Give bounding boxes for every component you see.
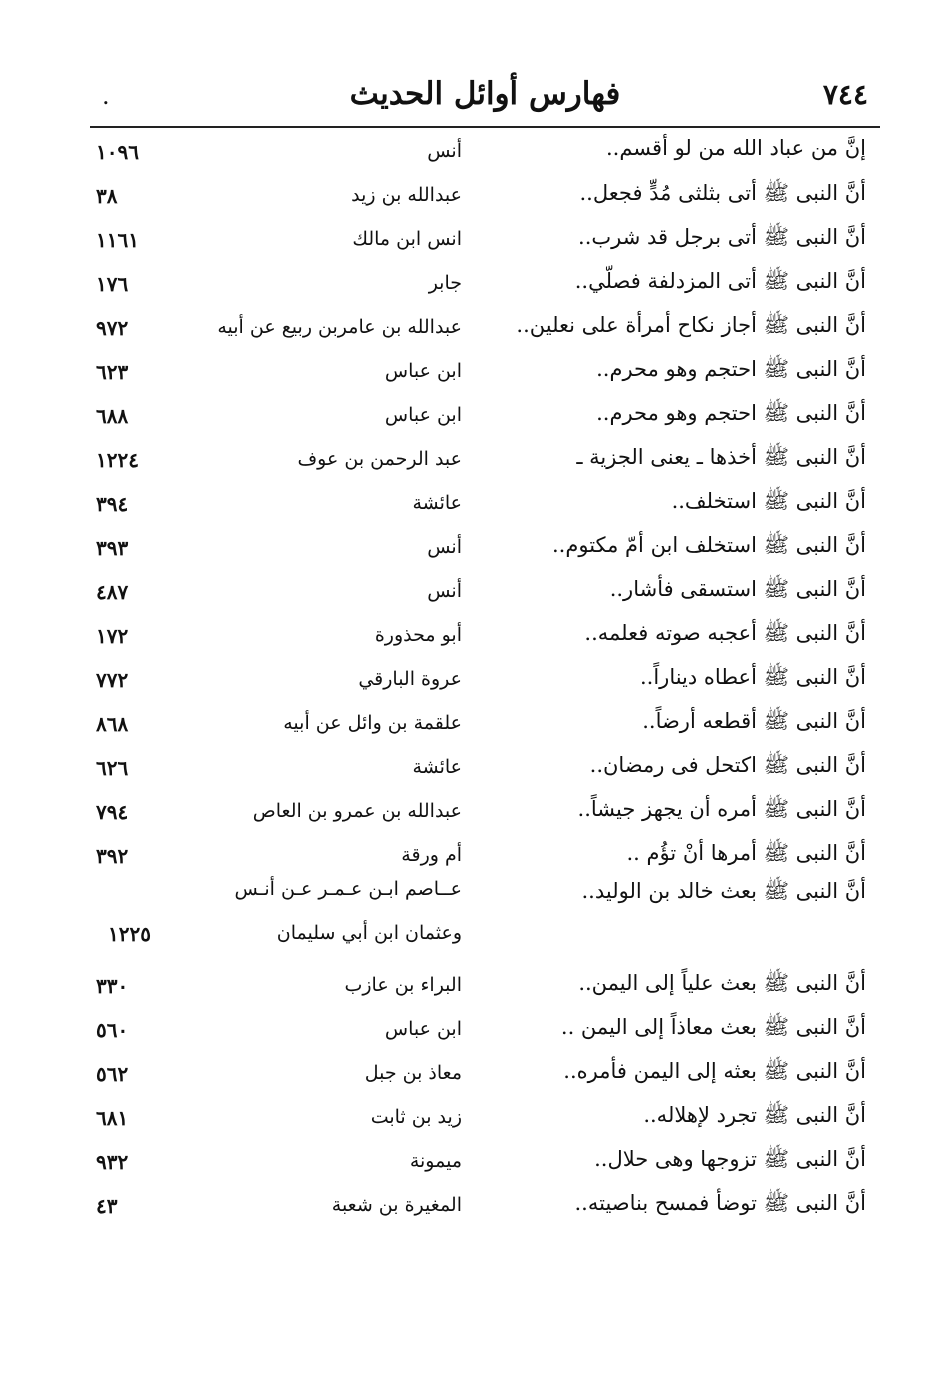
list-item (0, 304, 934, 348)
narrator: أنس (427, 140, 462, 162)
hadith-number: ٩٣٢ (96, 1150, 129, 1174)
hadith-opening: أنَّ النبى ﷺ بعث علياً إلى اليمن.. (578, 971, 866, 995)
narrator: عبدالله بن عمرو بن العاص (252, 800, 462, 822)
list-item (0, 436, 934, 480)
narrator: عبدالله بن عامربن ربيع عن أبيه (217, 316, 462, 338)
list-item (0, 612, 934, 656)
hadith-opening: أنَّ النبى ﷺ أمرها أنْ تؤُم .. (626, 841, 866, 865)
narrator: عروة البارقي (358, 668, 462, 690)
hadith-number: ٦٢٦ (96, 756, 129, 780)
list-item (0, 1138, 934, 1182)
list-item (0, 788, 934, 832)
hadith-opening: أنَّ النبى ﷺ احتجم وهو محرم.. (596, 357, 866, 381)
hadith-opening: أنَّ النبى ﷺ بعث خالد بن الوليد.. (581, 879, 866, 903)
hadith-number: ١١٦١ (96, 228, 139, 252)
narrator: البراء بن عازب (344, 974, 462, 996)
hadith-number: ٣٩٢ (96, 844, 129, 868)
narrator: أنس (427, 536, 462, 558)
hadith-number: ١٢٢٤ (96, 448, 139, 472)
hadith-number: ٧٩٤ (96, 800, 129, 824)
narrator-continued: وعثمان ابن أبي سليمان (276, 922, 462, 944)
hadith-number: ٥٦٢ (96, 1062, 129, 1086)
hadith-opening: أنَّ النبى ﷺ أجاز نكاح أمرأة على نعلين.. (516, 313, 866, 337)
hadith-opening: أنَّ النبى ﷺ أتى بثلثى مُدٍّ فجعل.. (579, 181, 866, 205)
list-item (0, 216, 934, 260)
hadith-opening: أنَّ النبى ﷺ تزوجها وهى حلال.. (594, 1147, 866, 1171)
list-item (0, 700, 934, 744)
hadith-number: ٧٧٢ (96, 668, 129, 692)
list-item (0, 962, 934, 1006)
narrator: أنس (427, 580, 462, 602)
narrator: علقمة بن وائل عن أبيه (283, 712, 462, 734)
hadith-number: ٣٩٣ (96, 536, 129, 560)
hadith-opening: أنَّ النبى ﷺ بعثه إلى اليمن فأمره.. (563, 1059, 866, 1083)
narrator: عائشة (412, 492, 462, 514)
hadith-opening: أنَّ النبى ﷺ تجرد لإهلاله.. (643, 1103, 866, 1127)
narrator: انس ابن مالك (352, 228, 462, 250)
hadith-opening: أنَّ النبى ﷺ توضأ فمسح بناصيته.. (574, 1191, 866, 1215)
hadith-number: ٦٨١ (96, 1106, 129, 1130)
list-item (0, 260, 934, 304)
hadith-opening: إنَّ من عباد الله من لو أقسم.. (605, 136, 866, 160)
narrator: أبو محذورة (374, 624, 462, 646)
hadith-opening: أنَّ النبى ﷺ أمره أن يجهز جيشاً.. (577, 797, 866, 821)
page-number: ٧٤٤ (822, 78, 868, 111)
narrator: عائشة (412, 756, 462, 778)
narrator: ابن عباس (384, 404, 462, 426)
narrator: ابن عباس (384, 1018, 462, 1040)
page-title: فهارس أوائل الحديث (349, 76, 621, 112)
hadith-opening: أنَّ النبى ﷺ احتجم وهو محرم.. (596, 401, 866, 425)
hadith-number: ٣٨ (96, 184, 118, 208)
hadith-opening: أنَّ النبى ﷺ اكتحل فى رمضان.. (589, 753, 866, 777)
narrator: جابر (428, 272, 462, 294)
hadith-number: ٨٦٨ (96, 712, 129, 736)
list-item (0, 656, 934, 700)
hadith-number: ٣٩٤ (96, 492, 129, 516)
list-item (0, 128, 934, 172)
list-item (0, 1094, 934, 1138)
list-item (0, 1182, 934, 1226)
narrator: المغيرة بن شعبة (331, 1194, 462, 1216)
narrator: أم ورقة (401, 844, 462, 866)
narrator: عــاصم ابـن عـمـر عـن أنـس (234, 878, 462, 900)
hadith-opening: أنَّ النبى ﷺ أقطعه أرضاً.. (642, 709, 866, 733)
hadith-opening: أنَّ النبى ﷺ استخلف.. (671, 489, 866, 513)
narrator: معاذ بن جبل (364, 1062, 462, 1084)
list-item (0, 876, 934, 962)
hadith-number: ٩٧٢ (96, 316, 129, 340)
hadith-opening: أنَّ النبى ﷺ بعث معاذاً إلى اليمن .. (560, 1015, 866, 1039)
narrator: عبدالله بن زيد (351, 184, 462, 206)
hadith-number: ٦٨٨ (96, 404, 129, 428)
narrator: ابن عباس (384, 360, 462, 382)
list-item (0, 1050, 934, 1094)
hadith-opening: أنَّ النبى ﷺ استسقى فأشار.. (609, 577, 866, 601)
hadith-number: ١٧٢ (96, 624, 129, 648)
list-item (0, 832, 934, 876)
page-header (90, 72, 880, 122)
hadith-opening: أنَّ النبى ﷺ أعجبه صوته فعلمه.. (584, 621, 866, 645)
list-item (0, 1006, 934, 1050)
header-dot: . (102, 82, 110, 110)
list-item (0, 568, 934, 612)
list-item (0, 392, 934, 436)
hadith-opening: أنَّ النبى ﷺ أعطاه ديناراً.. (640, 665, 866, 689)
hadith-opening: أنَّ النبى ﷺ استخلف ابن أمّ مكتوم.. (552, 533, 866, 557)
narrator: زيد بن ثابت (370, 1106, 462, 1128)
narrator: عبد الرحمن بن عوف (297, 448, 462, 470)
hadith-number: ١٢٢٥ (108, 922, 151, 946)
hadith-number: ٥٦٠ (96, 1018, 129, 1042)
hadith-opening: أنَّ النبى ﷺ أتى برجل قد شرب.. (578, 225, 866, 249)
list-item (0, 480, 934, 524)
hadith-number: ٣٣٠ (96, 974, 129, 998)
hadith-number: ١٧٦ (96, 272, 129, 296)
hadith-opening: أنَّ النبى ﷺ أتى المزدلفة فصلّي.. (574, 269, 866, 293)
index-entries (0, 128, 934, 1226)
list-item (0, 744, 934, 788)
narrator: ميمونة (409, 1150, 462, 1172)
hadith-number: ١٠٩٦ (96, 140, 139, 164)
list-item (0, 348, 934, 392)
list-item (0, 524, 934, 568)
hadith-opening: أنَّ النبى ﷺ أخذها ـ يعنى الجزية ـ (576, 445, 866, 469)
list-item (0, 172, 934, 216)
hadith-number: ٤٨٧ (96, 580, 129, 604)
hadith-number: ٦٢٣ (96, 360, 129, 384)
hadith-number: ٤٣ (96, 1194, 118, 1218)
